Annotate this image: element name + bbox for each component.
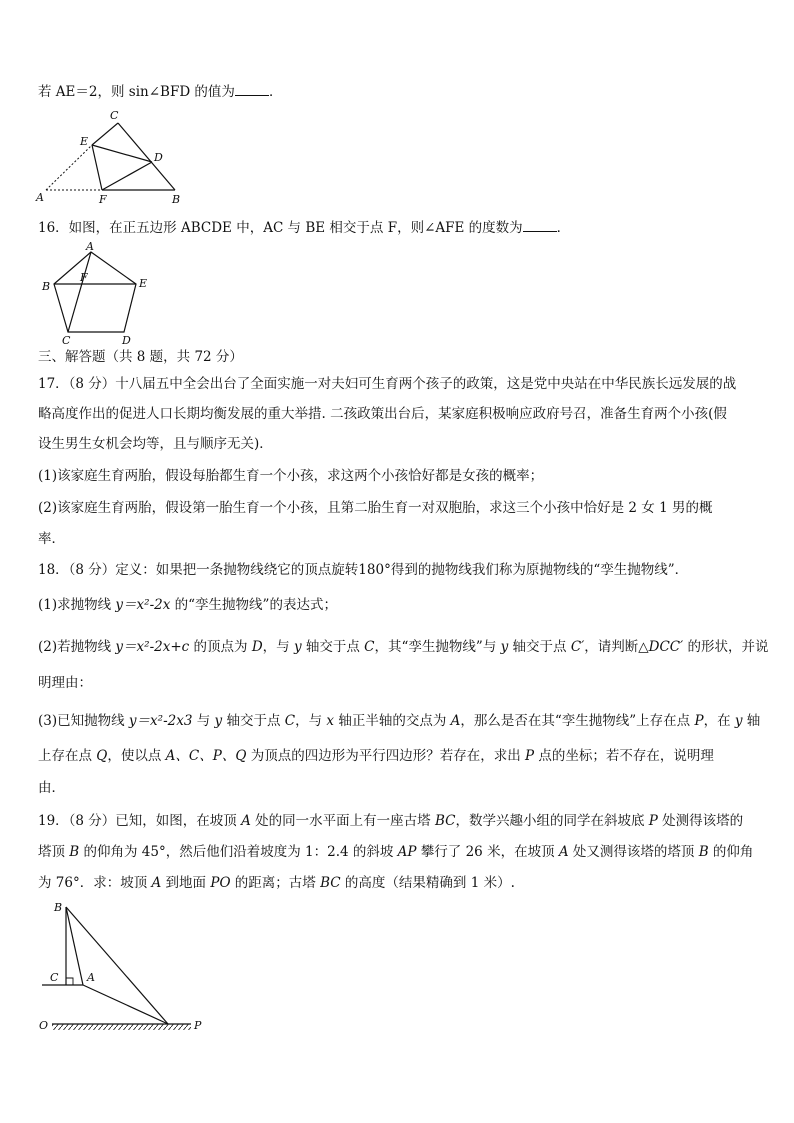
section-heading: 三、解答题（共 8 题，共 72 分）: [38, 349, 243, 365]
label-a: A: [86, 240, 94, 253]
q16-pentagon-figure: [36, 240, 186, 350]
answer-blank: [235, 83, 269, 96]
q15-text: 若 AE＝2，则 sin∠BFD 的值为: [38, 84, 235, 100]
q18-line-1: 18．（8 分）定义：如果把一条抛物线绕它的顶点旋转180°得到的抛物线我们称为原抛物线的“孪生抛物线”．: [38, 562, 689, 578]
q19-tower-slope-figure: [36, 895, 236, 1045]
label-d: D: [154, 151, 163, 164]
label-d: D: [122, 334, 131, 347]
sightline-ab: [66, 907, 83, 985]
q18-line-6: 上存在点 Q，使以点 A、C、P、Q 为顶点的四边形为平行四边形？若存在，求出 P 点的坐标；若不存在，说明理: [38, 748, 714, 764]
label-b: B: [42, 280, 51, 293]
answer-blank: [523, 219, 557, 232]
q15-question-line: 若 AE＝2，则 sin∠BFD 的值为 ．: [38, 84, 283, 100]
label-b: B: [54, 901, 63, 914]
segment-ed: [92, 145, 152, 162]
q18-line-4: 明理由：: [38, 675, 92, 691]
diagonal-ac: [68, 252, 91, 332]
q18-part-2: (2)若抛物线 y＝x²-2x+c 的顶点为 D，与 y 轴交于点 C，其“孪生抛物线”与 y 轴交于点 C′，请判断△DCC′ 的形状，并说: [38, 639, 769, 655]
label-b: B: [172, 193, 181, 206]
q19-line-1: 19．（8 分）已知，如图，在坡顶 A 处的同一水平面上有一座古塔 BC，数学兴趣小组的同学在斜坡底 P 处测得该塔的: [38, 813, 744, 829]
q17-part-1: (1)该家庭生育两胎，假设每胎都生育一个小孩，求这两个小孩恰好都是女孩的概率；: [38, 468, 544, 484]
label-c: C: [62, 334, 71, 347]
q19-line-2: 塔顶 B 的仰角为 45°，然后他们沿着坡度为 1：2.4 的斜坡 AP 攀行了 26 米，在坡顶 A 处又测得该塔的塔顶 B 的仰角: [38, 844, 754, 860]
pentagon-abcde: [54, 252, 136, 332]
segment-cb: [118, 123, 175, 190]
segment-ec: [92, 123, 118, 145]
q17-line-1: 17．（8 分）十八届五中全会出台了全面实施一对夫妇可生育两个孩子的政策，这是党中央站在中华民族长远发展的战: [38, 376, 737, 392]
ground-hatching: [52, 1024, 191, 1030]
q16-text: 16．如图，在正五边形 ABCDE 中，AC 与 BE 相交于点 F，则∠AFE 的度数为: [38, 220, 523, 236]
q16-question-line: 16．如图，在正五边形 ABCDE 中，AC 与 BE 相交于点 F，则∠AFE 的度数为 ．: [38, 220, 571, 236]
segment-ef: [92, 145, 102, 190]
q17-line-2: 略高度作出的促进人口长期均衡发展的重大举措. 二孩政策出台后，某家庭积极响应政府号召，准备生育两个小孩(假: [38, 406, 727, 422]
q15-triangle-figure: [30, 105, 220, 205]
label-a: A: [87, 971, 95, 984]
label-e: E: [80, 135, 89, 148]
sightline-pb: [66, 907, 168, 1024]
dotted-segment-ae: [46, 145, 92, 190]
parabola-expression: y＝x²-2x3: [128, 713, 193, 729]
label-c: C: [110, 109, 119, 122]
label-f: F: [80, 271, 88, 284]
q17-line-3: 设生男生女机会均等，且与顺序无关)．: [38, 436, 273, 452]
label-f: F: [99, 193, 107, 206]
right-angle-mark: [66, 978, 73, 985]
segment-fd: [102, 162, 152, 190]
parabola-expression: y＝x²-2x+c: [115, 639, 190, 655]
q17-part-2: (2)该家庭生育两胎，假设第一胎生育一个小孩，且第二胎生育一对双胞胎，求这三个小孩中恰好是 2 女 1 男的概: [38, 500, 713, 516]
label-p: P: [194, 1019, 202, 1032]
parabola-expression: y＝x²-2x: [115, 597, 171, 613]
label-e: E: [139, 277, 148, 290]
q17-line-6: 率．: [38, 531, 65, 547]
label-c: C: [50, 971, 59, 984]
q18-line-7: 由．: [38, 780, 65, 796]
q19-line-3: 为 76°．求：坡顶 A 到地面 PO 的距离；古塔 BC 的高度（结果精确到 1 米）.: [38, 875, 515, 891]
slope-ap: [83, 985, 168, 1024]
q18-part-3: (3)已知抛物线 y＝x²-2x3 与 y 轴交于点 C，与 x 轴正半轴的交点为 A，那么是否在其“孪生抛物线”上存在点 P，在 y 轴: [38, 713, 761, 729]
label-o: O: [39, 1019, 49, 1032]
q18-part-1: (1)求抛物线 y＝x²-2x 的“孪生抛物线”的表达式；: [38, 597, 337, 613]
label-a: A: [36, 191, 44, 204]
